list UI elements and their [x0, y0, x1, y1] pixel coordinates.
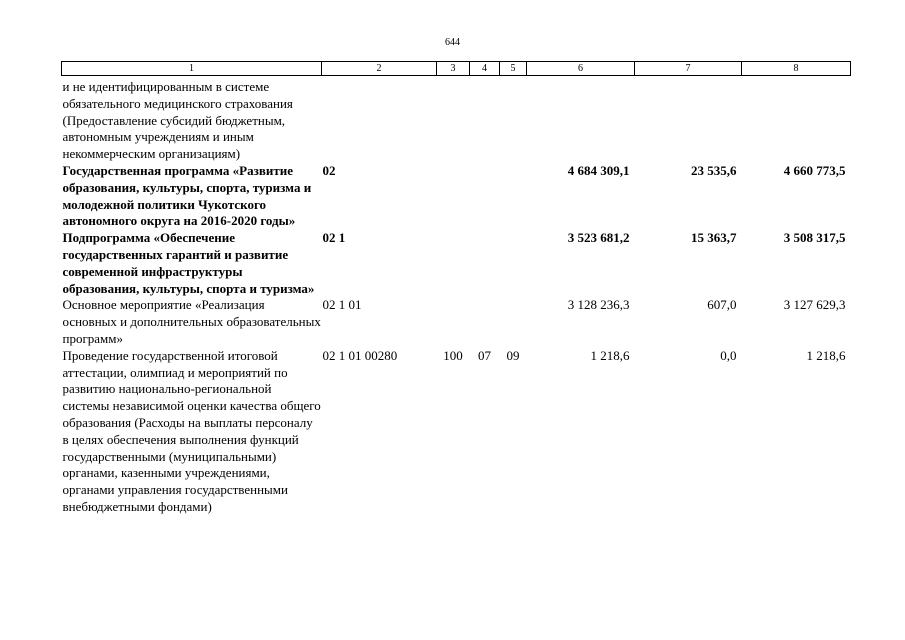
table-row: [62, 348, 851, 516]
row-col-6: 4 684 309,1: [567, 162, 630, 178]
row-col-4: [470, 230, 500, 297]
row-col-6: 3 523 681,2: [567, 230, 630, 246]
header-col-3: 3: [437, 62, 470, 76]
row-col-4: [470, 163, 500, 230]
row-description: и не идентифицированным в системе обязательного медицинского страхования (Предоставление субсидий бюджетным, автономным учреждениям и иным некоммерческим организациям): [62, 79, 293, 162]
row-col-6: 1 218,6: [590, 347, 630, 363]
row-col-8: 3 508 317,5: [783, 230, 846, 246]
table-row: [62, 230, 851, 297]
row-description: Подпрограмма «Обеспечение государственных гарантий и развитие современной инфраструктуры образования, культуры, спорта и туризма»: [62, 230, 315, 296]
row-description: Проведение государственной итоговой аттестации, олимпиад и мероприятий по развитию национально-региональной системы независимой оценки качества общего образования (Расходы на выплаты персоналу в целях обеспечения выполнения функций государственными (муниципальными) органами, казенными учреждениями, органами управления государственными внебюджетными фондами): [62, 347, 321, 514]
row-col-4: 07: [478, 347, 491, 363]
header-col-4: 4: [470, 62, 500, 76]
row-col-8: [742, 76, 851, 163]
row-col-4: [470, 76, 500, 163]
row-col-8: 3 127 629,3: [783, 297, 846, 313]
row-code: 02 1 01 00280: [322, 347, 398, 363]
header-col-5: 5: [500, 62, 527, 76]
row-col-5: [500, 230, 527, 297]
row-col-5: [500, 297, 527, 347]
row-col-3: [437, 297, 470, 347]
header-col-8: 8: [742, 62, 851, 76]
row-col-3: [437, 230, 470, 297]
header-col-1: 1: [62, 62, 322, 76]
row-code: 02 1: [322, 230, 346, 246]
header-col-6: 6: [527, 62, 635, 76]
row-code: 02 1 01: [322, 297, 362, 313]
page-number: 644: [445, 37, 460, 48]
row-col-6: [527, 76, 635, 163]
row-col-8: 1 218,6: [806, 347, 846, 363]
row-col-4: [470, 297, 500, 347]
row-code: 02: [322, 162, 336, 178]
row-col-7: [635, 76, 742, 163]
row-col-3: [437, 163, 470, 230]
row-col-7: 15 363,7: [691, 230, 737, 246]
table-header-row: [62, 62, 851, 76]
row-col-8: 4 660 773,5: [783, 162, 846, 178]
row-col-7: 0,0: [720, 347, 737, 363]
row-col-5: [500, 76, 527, 163]
budget-table: [61, 61, 851, 516]
row-description: Государственная программа «Развитие образования, культуры, спорта, туризма и молодежной политики Чукотского автономного округа на 2016-2020 годы»: [62, 162, 312, 229]
header-col-7: 7: [635, 62, 742, 76]
header-col-2: 2: [322, 62, 437, 76]
row-col-3: 100: [443, 347, 463, 363]
row-col-5: 09: [506, 347, 520, 363]
row-col-5: [500, 163, 527, 230]
row-description: Основное мероприятие «Реализация основных и дополнительных образовательных программ»: [62, 297, 321, 346]
table-row: [62, 76, 851, 163]
row-code: [322, 76, 437, 163]
row-col-7: 23 535,6: [691, 162, 737, 178]
table-row: [62, 297, 851, 347]
table-row: [62, 163, 851, 230]
row-col-3: [437, 76, 470, 163]
row-col-7: 607,0: [707, 297, 737, 313]
row-col-6: 3 128 236,3: [567, 297, 630, 313]
